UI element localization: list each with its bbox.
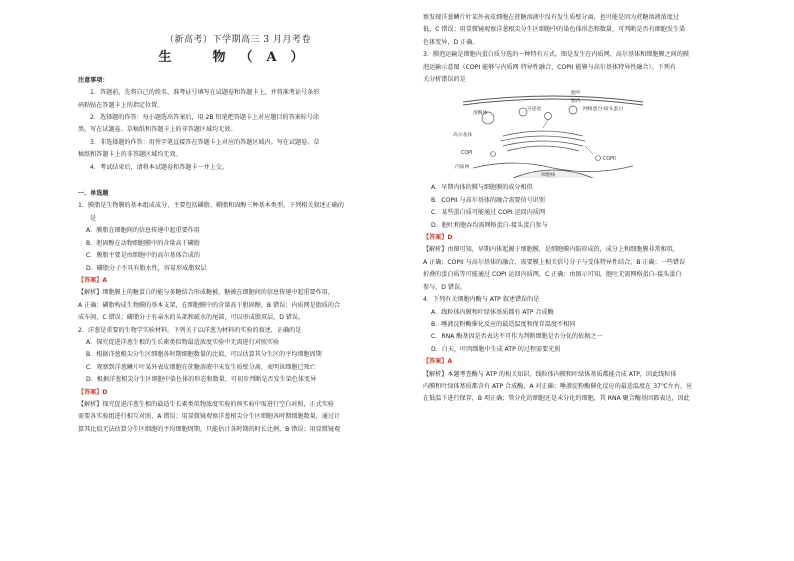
label-copii: COPII xyxy=(603,157,616,163)
analysis-line: 需要各实验组进行相互对照，A 错误；用显微镜观察洋葱根尖分生区细胞各时期细胞数量，通过计 xyxy=(78,413,341,421)
section-title: 一、单选题 xyxy=(78,190,109,198)
right-column xyxy=(423,12,768,406)
continuation-line: 色体变异，D 正确。 xyxy=(423,38,479,46)
exam-title: （新高考）下学期高三 3 月月考卷 xyxy=(165,35,311,45)
notice-line: 3．非选择题的作答：用签字笔直接答在答题卡上对应的答题区域内。写在试题卷、草 xyxy=(90,138,320,146)
analysis-line: 内膜和叶绿体基质都含有 ATP 合成酶，A 对正确；唾液淀粉酶催化反应的最适温度在 37℃左右，应 xyxy=(423,382,693,390)
option: D．胞吐和胞吞均需网格蛋白-接头蛋白参与 xyxy=(431,221,548,229)
option: C．RNA 酶基因是否表达不可作为判断细胞是否分化的依据之一 xyxy=(431,333,603,341)
analysis-line: A 正确；COPII 与高尔基体的融合，需要膜上相关信号分子与受体特异性结合，B 正确；一些错误 xyxy=(423,258,686,266)
option: A．膜脂在细胞间的信息传递中起重要作用 xyxy=(86,227,200,235)
answer-label: 【答案】D xyxy=(423,234,453,242)
analysis-line: A 正确；磷脂构成生物膜的基本支架，在细胞膜中的含量高于胆固醇，B 错误；内质网是脂质的合 xyxy=(78,301,341,309)
label-golgi: 高尔基体 xyxy=(453,133,473,139)
label-nucleus: 细胞核 xyxy=(541,173,556,179)
subject-title: 生 物（A） xyxy=(158,50,318,66)
option: A．早期内体的膜与细胞膜的成分相似 xyxy=(431,184,533,192)
continuation-line: 低，C 错误；用显微镜观察洋葱根尖分生区细胞中的染色体形态和数量，可判断是否有细胞发生染 xyxy=(423,26,686,34)
analysis-line: 成车间，C 错误；磷脂分子有亲水的头部和疏水的尾部，可以形成脂双层，D 错误。 xyxy=(78,314,305,322)
diagram-drawing xyxy=(453,88,653,178)
label-er: 内质网 xyxy=(455,165,470,171)
option: D．白天，叶肉细胞中生成 ATP 的过程需要光照 xyxy=(431,345,561,353)
label-intracellular: 胞内 xyxy=(571,99,581,105)
option: D．磷脂分子不具有脂水性，容易形成脂双层 xyxy=(86,264,207,272)
label-extracellular: 胞外 xyxy=(571,91,581,97)
question-4: 4．下列有关细胞内酶与 ATP 叙述错误的是 xyxy=(423,296,540,304)
notice-line: 稿纸和答题卡上的非答题区域均无效。 xyxy=(78,151,182,159)
continuation-line: 察发现洋葱鳞片叶某外表皮细胞在蔗糖溶液中没有发生质壁分离，也可能是因为蔗糖溶液浓度过 xyxy=(423,14,679,21)
vesicle-transport-diagram xyxy=(453,88,653,178)
option: B．胆固醇在动物细胞膜中的含量高于磷脂 xyxy=(86,239,200,247)
analysis-line: 算其比值无法估算分生区细胞的平均细胞周期，只能估计各时期的时长比例，B 错误；用显微镜观 xyxy=(78,425,341,433)
analysis-line: 【解析】细胞膜上的糖蛋白的能与多糖结合形成糖被，糖被在细胞间的信息传递中起重要作用， xyxy=(78,289,334,297)
answer-label: 【答案】A xyxy=(78,276,108,284)
notice-line: 黑，写在试题卷、草稿纸和答题卡上的非答题区域均无效。 xyxy=(78,126,237,134)
label-lysosome: 溶酶体 xyxy=(473,111,488,117)
analysis-line: 参与，D 错误。 xyxy=(423,283,467,291)
option: B．COPII 与高尔基体的融合需要信号识别 xyxy=(431,196,545,204)
analysis-line: 折叠的蛋白质等可能通过 COPI 运回内质网，C 正确；由图示可知，胞吐无需网格蛋白-接头蛋白 xyxy=(423,271,682,279)
option: C．某些蛋白质可能通过 COPI 运回内质网 xyxy=(431,209,546,217)
option: B．唾液淀粉酶催化反应的最适温度和保存温度不相同 xyxy=(431,320,576,328)
question-1: 1．膜脂是生物膜的基本组成成分，主要包括磷脂、鞘脂和固醇三种基本类型。下列相关叙述正确的 xyxy=(78,202,344,210)
answer-label: 【答案】D xyxy=(78,388,108,396)
question-1-cont: 是 xyxy=(90,214,97,222)
analysis-line: 【解析】探究促进洋葱生根的最适生长素类似物浓度实验的预实验中需进行空白对照，正式实验 xyxy=(78,400,334,408)
option: C．观察到洋葱鳞片叶某外表皮细胞在蔗糖溶液中未发生质壁分离，表明该细胞已死亡 xyxy=(86,363,316,371)
question-3-cont: 关分析错误的是 xyxy=(423,76,466,84)
notice-line: 2．选择题的作答：每小题选出答案后，用 2B 铅笔把答题卡上对应题目的答案标号涂 xyxy=(90,114,320,122)
notice-title: 注意事项： xyxy=(78,76,109,84)
question-2: 2．洋葱是重要的生物学实验材料。下列关于以洋葱为材料的实验的叙述，正确的是 xyxy=(78,326,302,334)
answer-label: 【答案】A xyxy=(423,358,453,366)
option: A．探究促进洋葱生根的生长素类似物最适浓度实验中无需进行对照实验 xyxy=(86,338,280,346)
option: A．线粒体内膜和叶绿体基质都有 ATP 合成酶 xyxy=(431,308,554,316)
question-3-cont: 泡运输示意图（COPI 能够与内质网 特异性融合，COPII 能够与高尔基体特异性融合）。下列有 xyxy=(423,63,676,71)
left-column xyxy=(78,12,398,436)
label-secretory-vesicle: 分泌泡 xyxy=(527,107,542,113)
label-clathrin-adaptor: 网格蛋白-接头蛋白 xyxy=(583,107,624,113)
analysis-line: 【解析】由图可知，早期内体起源于细胞膜，是细胞膜内陷形成的，成分上和细胞膜非常相似， xyxy=(423,246,679,254)
analysis-line: 【解析】本题考查酶与 ATP 的相关知识。线粒体内膜和叶绿体基质都能合成 ATP，因此线粒体 xyxy=(423,370,677,378)
option: B．根据洋葱根尖分生区细胞各时期细胞数量的比值，可以估算其分生区的平均细胞周期 xyxy=(86,351,322,359)
option: D．根据洋葱根尖分生区细胞中染色体的形态和数量，可初步判断是否发生染色体变异 xyxy=(86,376,317,384)
notice-line: 码粘贴在答题卡上的指定位置。 xyxy=(78,101,164,109)
analysis-line: 在低温下进行保存，B 项正确；管分化的细胞还是未分化的细胞，其 RNA 聚合酶基因都表达，因此 xyxy=(423,395,690,403)
notice-line: 4．考试结束后，请将本试题卷和答题卡一并上交。 xyxy=(90,163,228,171)
question-3: 3．膜泡运输是细胞内蛋白质分选的一种特有方式。图是发生在内质网、高尔基体和细胞膜之间的膜 xyxy=(423,51,689,59)
notice-line: 1．答题前，先将自己的姓名、准考证号填写在试题卷和答题卡上，并将准考证号条形 xyxy=(90,89,320,97)
option: C．膜脂主要是由细胞中的高尔基体合成的 xyxy=(86,252,200,260)
label-copi: COPI xyxy=(461,151,473,157)
